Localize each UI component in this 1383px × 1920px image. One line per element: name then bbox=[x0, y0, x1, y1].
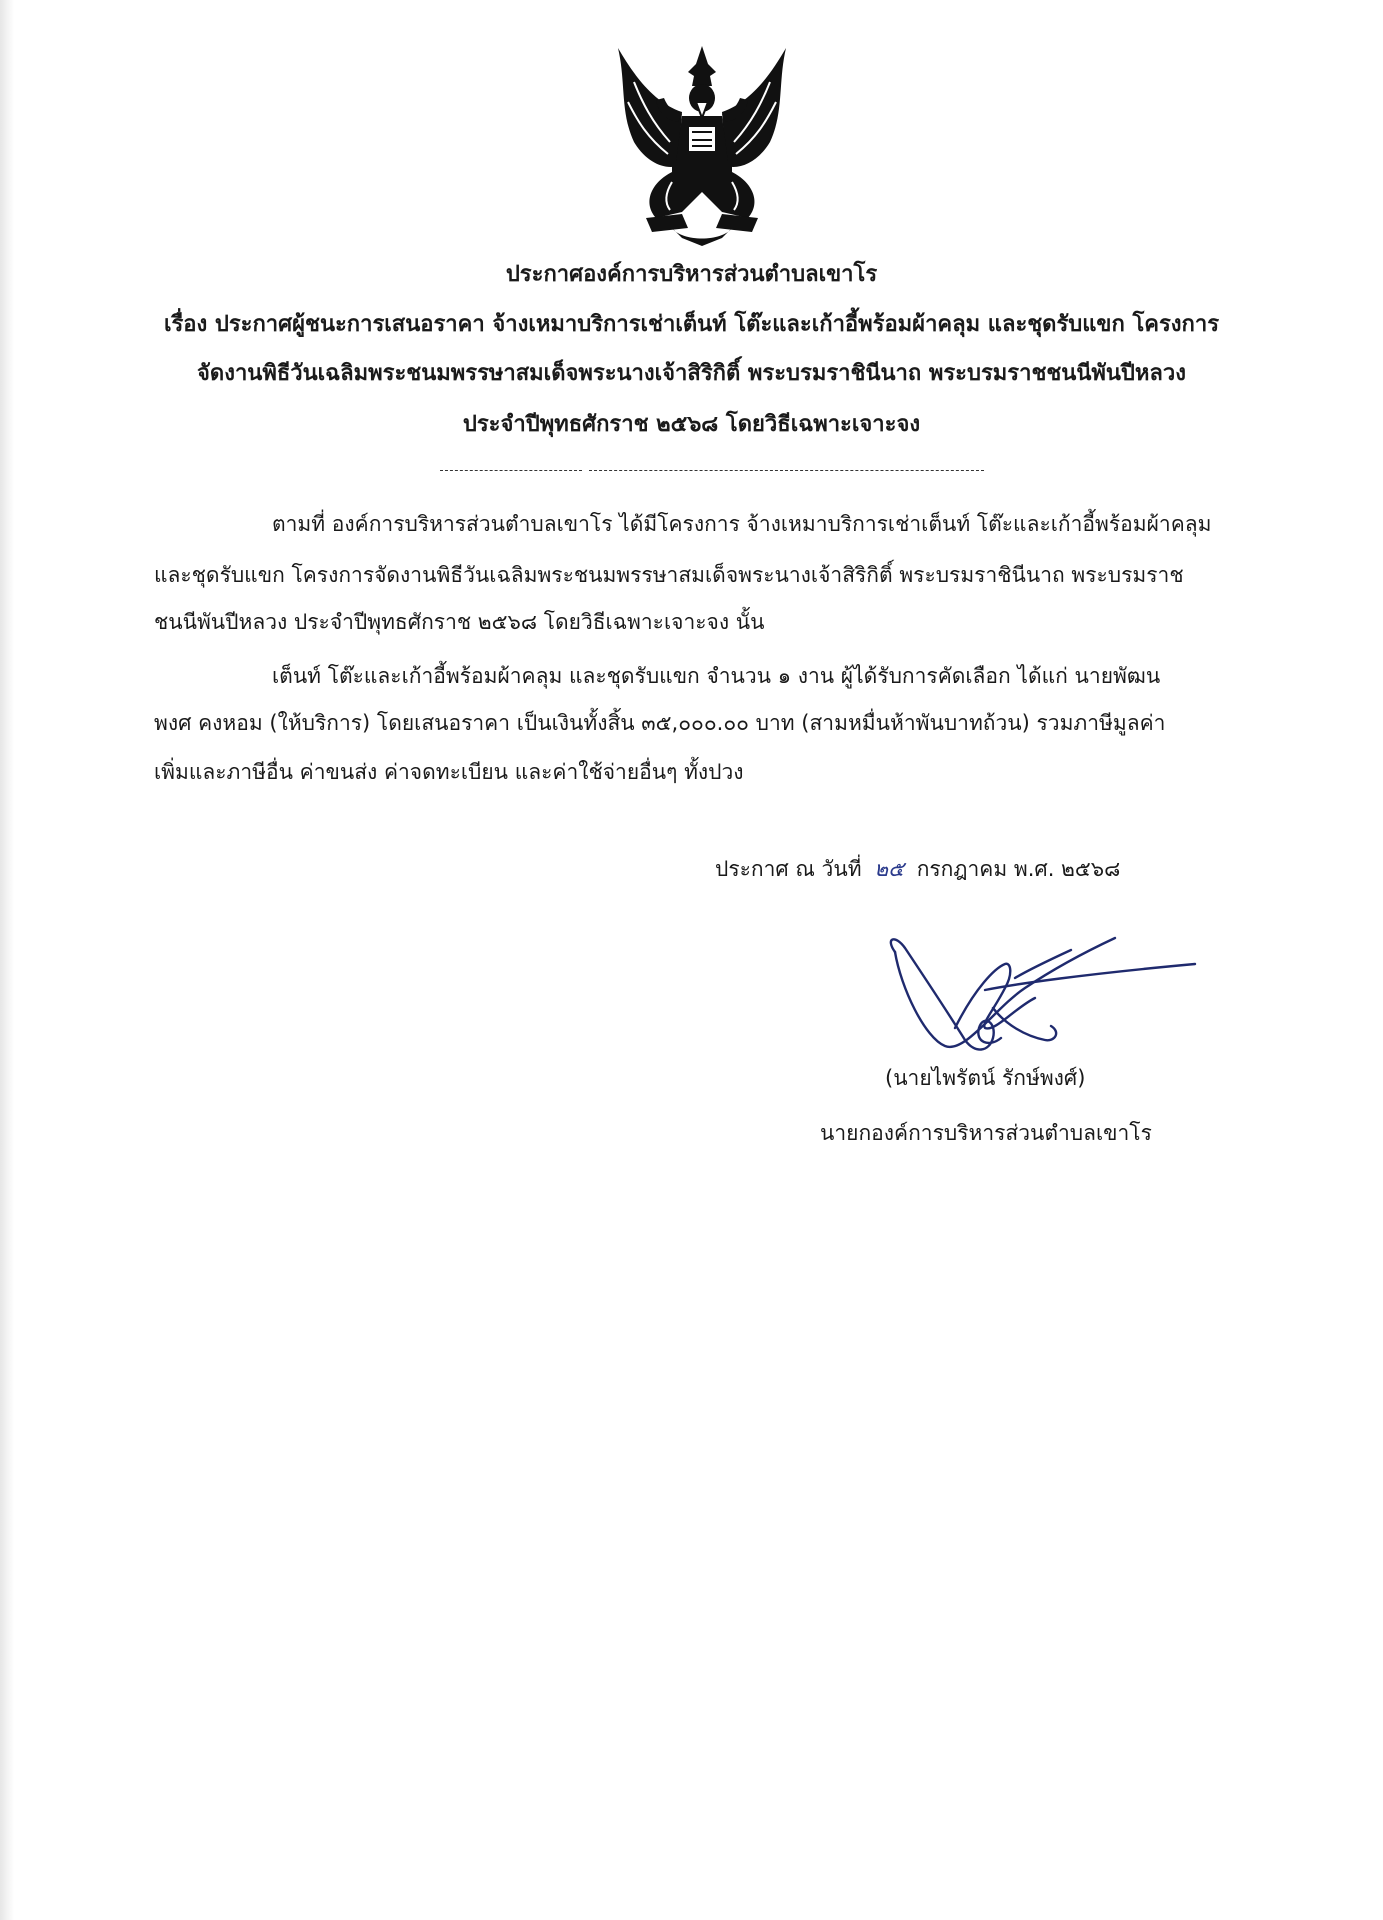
signer-position: นายกองค์การบริหารส่วนตำบลเขาโร bbox=[820, 1121, 1152, 1145]
garuda-emblem bbox=[612, 42, 792, 248]
announcement-date bbox=[715, 854, 1120, 884]
divider-short bbox=[440, 470, 582, 471]
date-day: ๒๕ bbox=[874, 857, 904, 881]
signer-name: (นายไพรัตน์ รักษ์พงศ์) bbox=[885, 1066, 1086, 1090]
announcement-subject-line-3: ประจำปีพุทธศักราช ๒๕๖๘ โดยวิธีเฉพาะเจาะจง bbox=[462, 412, 921, 437]
divider-long bbox=[589, 470, 984, 471]
paragraph-2-line-2: พงศ คงหอม (ให้บริการ) โดยเสนอราคา เป็นเงินทั้งสิ้น ๓๕,๐๐๐.๐๐ บาท (สามหมื่นห้าพันบาทถ้วน) รวมภาษีมูลค่า bbox=[154, 711, 1166, 735]
paragraph-1-line-2: และชุดรับแขก โครงการจัดงานพิธีวันเฉลิมพระชนมพรรษาสมเด็จพระนางเจ้าสิริกิติ์ พระบรมราชินีนาถ พระบรมราช bbox=[154, 563, 1184, 587]
announcement-heading: ประกาศองค์การบริหารส่วนตำบลเขาโร bbox=[505, 262, 878, 287]
paragraph-1-line-3: ชนนีพันปีหลวง ประจำปีพุทธศักราช ๒๕๖๘ โดยวิธีเฉพาะเจาะจง นั้น bbox=[154, 610, 765, 634]
paragraph-2-line-3: เพิ่มและภาษีอื่น ค่าขนส่ง ค่าจดทะเบียน และค่าใช้จ่ายอื่นๆ ทั้งปวง bbox=[154, 760, 744, 784]
paragraph-2-line-1: เต็นท์ โต๊ะและเก้าอี้พร้อมผ้าคลุม และชุดรับแขก จำนวน ๑ งาน ผู้ได้รับการคัดเลือก ได้แก่ นายพัฒน bbox=[272, 664, 1161, 688]
date-prefix: ประกาศ ณ วันที่ bbox=[715, 857, 862, 881]
paragraph-1-line-1: ตามที่ องค์การบริหารส่วนตำบลเขาโร ได้มีโครงการ จ้างเหมาบริการเช่าเต็นท์ โต๊ะและเก้าอี้พร้อมผ้าคลุม bbox=[272, 512, 1212, 536]
announcement-subject-line-1: เรื่อง ประกาศผู้ชนะการเสนอราคา จ้างเหมาบริการเช่าเต็นท์ โต๊ะและเก้าอี้พร้อมผ้าคลุม และชุดรับแขก โครงการ bbox=[163, 312, 1220, 337]
announcement-subject-line-2: จัดงานพิธีวันเฉลิมพระชนมพรรษาสมเด็จพระนางเจ้าสิริกิติ์ พระบรมราชินีนาถ พระบรมราชชนนีพันปีหลวง bbox=[197, 361, 1186, 386]
date-month-year: กรกฎาคม พ.ศ. ๒๕๖๘ bbox=[916, 857, 1121, 881]
signature bbox=[885, 928, 1205, 1058]
